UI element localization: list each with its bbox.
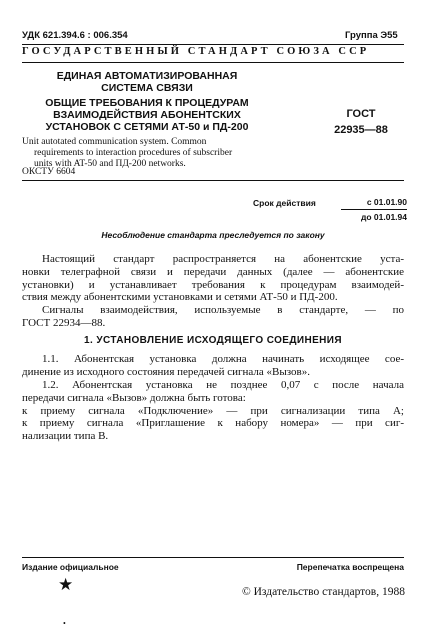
english-title bbox=[22, 137, 274, 170]
clause-line: к приему сигнала «Подключение» — при сигнализации типа А; bbox=[22, 404, 404, 417]
intro-line: новки телеграфной связи и передачи данных (далее — абонентские bbox=[22, 265, 404, 278]
dot-mark: • bbox=[63, 619, 66, 628]
nonobservance-note: Несоблюдение стандарта преследуется по закону bbox=[101, 230, 325, 240]
validity-label: Срок действия bbox=[253, 198, 316, 208]
clause-line: к приему сигнала «Приглашение к набору номера» — при сиг- bbox=[22, 417, 404, 430]
copyright-notice: © Издательство стандартов, 1988 bbox=[241, 586, 405, 598]
gost-label: ГОСТ bbox=[346, 108, 376, 120]
intro-paragraph bbox=[22, 253, 404, 304]
validity-rule bbox=[341, 209, 407, 210]
clause-line: передачи сигнала «Вызов» должна быть готова: bbox=[22, 391, 246, 404]
title-line-2: СИСТЕМА СВЯЗИ bbox=[101, 82, 193, 94]
top-rule bbox=[22, 44, 404, 45]
group-code: Группа Э55 bbox=[345, 30, 398, 41]
official-edition: Издание официальное bbox=[22, 562, 119, 572]
title-line-5: УСТАНОВОК С СЕТЯМИ АТ-50 и ПД-200 bbox=[45, 121, 249, 133]
signals-line: Сигналы взаимодействия, используемые в стандарте, — по bbox=[42, 304, 404, 316]
clause-line: динение из исходного состояния передачей сигнала «Вызов». bbox=[22, 365, 310, 378]
header-bottom-rule bbox=[22, 180, 404, 181]
validity-from: с 01.01.90 bbox=[366, 197, 407, 207]
star-icon: ★ bbox=[58, 575, 74, 594]
title-line-1: ЕДИНАЯ АВТОМАТИЗИРОВАННАЯ bbox=[56, 70, 238, 82]
english-line-1: Unit autotated communication system. Common bbox=[22, 137, 207, 147]
section-title: 1. УСТАНОВЛЕНИЕ ИСХОДЯЩЕГО СОЕДИНЕНИЯ bbox=[84, 335, 342, 346]
gost-number: 22935—88 bbox=[334, 124, 388, 136]
signals-paragraph bbox=[22, 304, 404, 330]
reprint-prohibited: Перепечатка воспрещена bbox=[296, 562, 404, 572]
clause-1-2 bbox=[22, 379, 404, 443]
title-line-4: ВЗАИМОДЕЙСТВИЯ АБОНЕНТСКИХ bbox=[53, 109, 241, 121]
english-line-3: units with AT-50 and ПД-200 networks. bbox=[34, 159, 186, 169]
clause-line: 1.2. Абонентская установка не позднее 0,07 с после начала bbox=[42, 379, 404, 391]
english-line-2: requirements to interaction procedures of subscriber bbox=[34, 148, 233, 158]
clause-line: нализации типа В. bbox=[22, 430, 109, 443]
clause-line: 1.1. Абонентская установка должна начинать исходящее сое- bbox=[42, 353, 404, 365]
banner-rule bbox=[22, 62, 404, 63]
footer-rule bbox=[22, 557, 404, 558]
title-line-3: ОБЩИЕ ТРЕБОВАНИЯ К ПРОЦЕДУРАМ bbox=[45, 97, 249, 109]
intro-line: установки) и устанавливает требования к процедурам взаимодей- bbox=[22, 278, 404, 291]
clause-1-1 bbox=[22, 353, 404, 379]
intro-line: Настоящий стандарт распространяется на абонентские уста- bbox=[42, 253, 404, 265]
udk-code: УДК 621.394.6 : 006.354 bbox=[22, 30, 128, 41]
signals-line: ГОСТ 22934—88. bbox=[22, 316, 106, 329]
okstu-code: ОКСТУ 6604 bbox=[22, 167, 76, 177]
standard-banner: ГОСУДАРСТВЕННЫЙ СТАНДАРТ СОЮЗА ССР bbox=[22, 46, 370, 57]
validity-to: до 01.01.94 bbox=[360, 212, 407, 222]
intro-line: ствия между абонентскими установками и сетями АТ-50 и ПД-200. bbox=[22, 291, 338, 304]
